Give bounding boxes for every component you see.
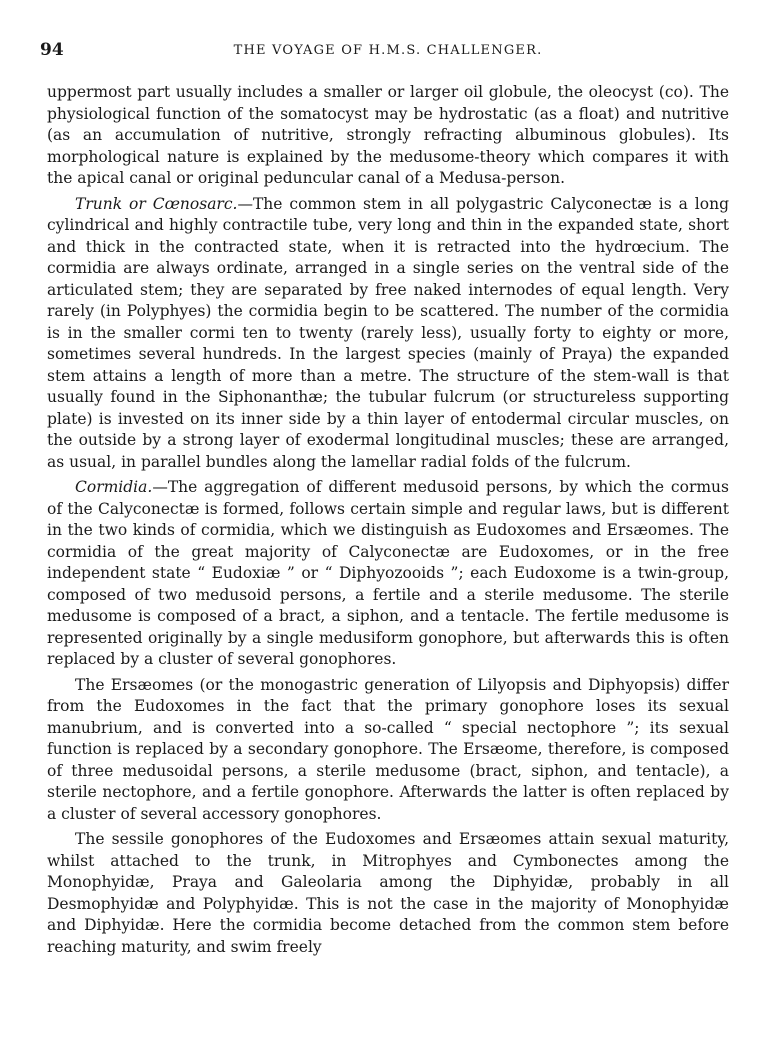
paragraph-somatocyst: uppermost part usually includes a smaller or larger oil globule, the oleocyst (co). The physiological function of the somatocyst may be hydrostatic (as a float) and nutritive (as an accumulation of nutritive, strongly refracting albuminous globules). Its morphological nature is explained by the medusome-theory which compares it with the apical canal or original peduncular canal of a Medusa-person. (47, 83, 729, 187)
paragraph-cormidia (47, 477, 729, 671)
article-body (47, 82, 729, 958)
page-number: 94 (40, 40, 64, 60)
running-title: THE VOYAGE OF H.M.S. CHALLENGER. (233, 43, 543, 58)
page-header (40, 40, 736, 70)
paragraph-cormidia-text: —The aggregation of different medusoid persons, by which the cormus of the Calyconectæ is formed, follows certain simple and regular laws, but is different in the two kinds of cormidia, which we distinguish as Eudoxomes and Ersæomes. The cormidia of the great majority of Calyconectæ are Eudoxomes, or in the free independent state “ Eudoxiæ ” or “ Diphyozooids ”; each Eudoxome is a twin-group, composed of two medusoid persons, a fertile and a sterile medusome. The sterile medusome is composed of a bract, a siphon, and a tentacle. The fertile medusome is represented originally by a single medusiform gonophore, but afterwards this is often replaced by a cluster of several gonophores. (47, 478, 729, 668)
section-heading-trunk: Trunk or Cœnosarc. (75, 194, 238, 213)
paragraph-trunk-text: —The common stem in all polygastric Calyconectæ is a long cylindrical and highly contractile tube, very long and thin in the expanded state, short and thick in the contracted state, when it is retracted into the hydrœcium. The cormidia are always ordinate, arranged in a single series on the ventral side of the articulated stem; they are separated by free naked internodes of equal length. Very rarely (in Polyphyes) the cormidia begin to be scattered. The number of the cormidia is in the smaller cormi ten to twenty (rarely less), usually forty to eighty or more, sometimes several hundreds. In the largest species (mainly of Praya) the expanded stem attains a length of more than a metre. The structure of the stem-wall is that usually found in the Siphonanthæ; the tubular fulcrum (or structureless supporting plate) is invested on its inner side by a thin layer of entodermal circular muscles, on the outside by a strong layer of exodermal longitudinal muscles; these are arranged, as usual, in parallel bundles along the lamellar radial folds of the fulcrum. (47, 194, 729, 471)
section-heading-cormidia: Cormidia. (75, 478, 153, 496)
paragraph-gonophores: The sessile gonophores of the Eudoxomes and Ersæomes attain sexual maturity, whilst attached to the trunk, in Mitrophyes and Cymbonectes among the Monophyidæ, Praya and Galeolaria among the Diphyidæ, probably in all Desmophyidæ and Polyphyidæ. This is not the case in the majority of Monophyidæ and Diphyidæ. Here the cormidia become detached from the common stem before reaching maturity, and swim freely (47, 830, 729, 956)
paragraph-trunk (47, 194, 729, 474)
paragraph-ersaeomes: The Ersæomes (or the monogastric generation of Lilyopsis and Diphyopsis) differ from the Eudoxomes in the fact that the primary gonophore loses its sexual manubrium, and is converted into a so-called “ special nectophore ”; its sexual function is replaced by a secondary gonophore. The Ersæome, therefore, is composed of three medusoidal persons, a sterile medusome (bract, siphon, and tentacle), a sterile nectophore, and a fertile gonophore. Afterwards the latter is often replaced by a cluster of several accessory gonophores. (47, 675, 729, 823)
